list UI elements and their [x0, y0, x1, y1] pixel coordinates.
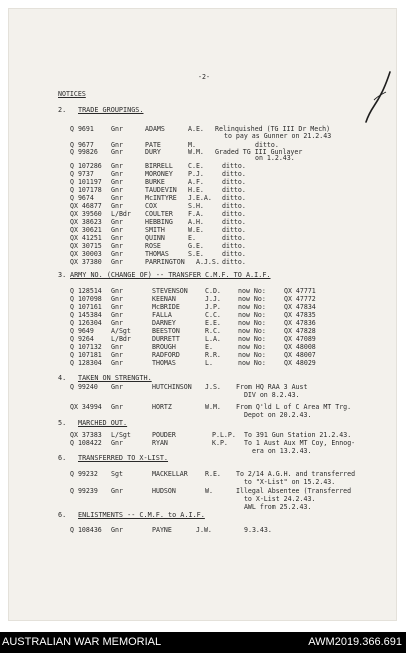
section-2-title: TRADE GROUPINGS. [78, 106, 144, 114]
section-2-number: 2. [58, 106, 67, 114]
list-item-remark: Illegal Absentee (Transferred to X-List 24.2.43. AWL from 25.2.43. [236, 487, 352, 511]
pen-mark [360, 70, 396, 126]
section-6-title: TRANSFERRED TO X-LIST. [78, 454, 169, 462]
page-number: -2- [198, 73, 210, 81]
footer-credit: AUSTRALIAN WAR MEMORIAL [2, 636, 162, 648]
list-item-remark: From HQ RAA 3 Aust DIV on 8.2.43. [236, 383, 308, 399]
section-5-number: 5. [58, 419, 67, 427]
section-5-title: MARCHED OUT. [78, 419, 128, 427]
section-3-title: ARMY NO. (CHANGE OF) -- TRANSFER C.M.F. TO A.I.F. [70, 271, 271, 279]
section-7-title: ENLISTMENTS -- C.M.F. to A.I.F. [78, 511, 205, 519]
footer-bar [0, 632, 406, 653]
list-item-remark: From Q'ld L of C Area MT Trg. Depot on 20.2.43. [236, 403, 352, 419]
list-item-remark: To 2/14 A.G.H. and transferred to "X-List" on 15.2.43. [236, 470, 356, 486]
section-4-title: TAKEN ON STRENGTH. [78, 374, 152, 382]
notices-document: -2- NOTICES 2. TRADE GROUPINGS. Q 9691 Gnr ADAMS A.E. Relinquished (TG III Dr Mech) to pay as Gunner on 21.2.43 Q 9677 Gnr PATE M. ditto. Q 99826 Gnr DURY W.M. Graded TG III Gunlayer on 1.2.43. Q 107286 Gnr BIRRELL C.E. ditto. Q 9737 Gnr MORONEY P.J. ditto. Q 101197 Gnr BURKE A.F. ditto. Q 107178 Gnr TAUDEVIN H.E. ditto. Q 9674 Gnr McINTYRE J.E.A. ditto. QX 46877 Gnr COX S.H. ditto. QX 39560 L/Bdr COULTER F.A. ditto. QX 38623 Gnr HEBBING A.H. ditto. QX 30621 Gnr SMITH W.E. ditto. QX 41251 Gnr QUINN E. ditto. QX 30715 Gnr ROSE G.E. ditto. QX 30003 Gnr THOMAS S.E. ditto. QX 37380 Gnr PARRINGTON A.J.S. ditto. 3. ARMY NO. (CHANGE OF) -- TRANSFER C.M.F. TO A.I.F. Q 128514 Gnr STEVENSON C.D. now No: QX 47771 Q 107098 Gnr KEENAN J.J. now No: QX 47772 Q 107161 Gnr McBRIDE J.P. now No: QX 47834 Q 145384 Gnr FALLA C.C. now No: QX 47835 Q 126304 Gnr DARNEY E.E. now No: QX 47836 Q 9649 A/Sgt BEESTON R.C. now No: QX 47828 Q 9264 L/Bdr DURRETT L.A. now No: QX 47089 Q 107132 Gnr BROUGH E. now No: QX 48008 Q 107181 Gnr RADFORD R.R. now No: QX 48007 Q 128304 Gnr THOMAS L. now No: QX 48029 4. TAKEN ON STRENGTH. Q 99240 Gnr HUTCHINSON J.S. From HQ RAA 3 Aust DIV on 8.2.43. QX 34994 Gnr HORTZ W.M. From Q'ld L of C Area MT Trg. Depot on 20.2.43. 5. MARCHED OUT. QX 37383 L/Sgt POUDER P.L.P. To 391 Gun Station 21.2.43. Q 108422 Gnr RYAN K.P. To 1 Aust Aux MT Coy, Ennog- era on 13.2.43. 6. TRANSFERRED TO X-LIST. Q 99232 Sgt MACKELLAR R.E. To 2/14 A.G.H. and transferred to "X-List" on 15.2.43. Q 99239 Gnr HUDSON W. Illegal Absentee (Transferred to X-List 24.2.43. AWL from 25.2.43. 6. ENLISTMENTS -- C.M.F. to A.I.F. Q 108436 Gnr PAYNE J.W. 9.3.43. [0, 0, 387, 611]
list-item-remark: To 1 Aust Aux MT Coy, Ennog- era on 13.2.43. [244, 439, 356, 455]
section-6-number: 6. [58, 454, 67, 462]
section-3-number: 3. [58, 271, 67, 279]
footer-accession-id: AWM2019.366.691 [308, 636, 402, 648]
notices-heading: NOTICES [58, 90, 86, 98]
section-4-number: 4. [58, 374, 67, 382]
section-7-number: 6. [58, 511, 67, 519]
